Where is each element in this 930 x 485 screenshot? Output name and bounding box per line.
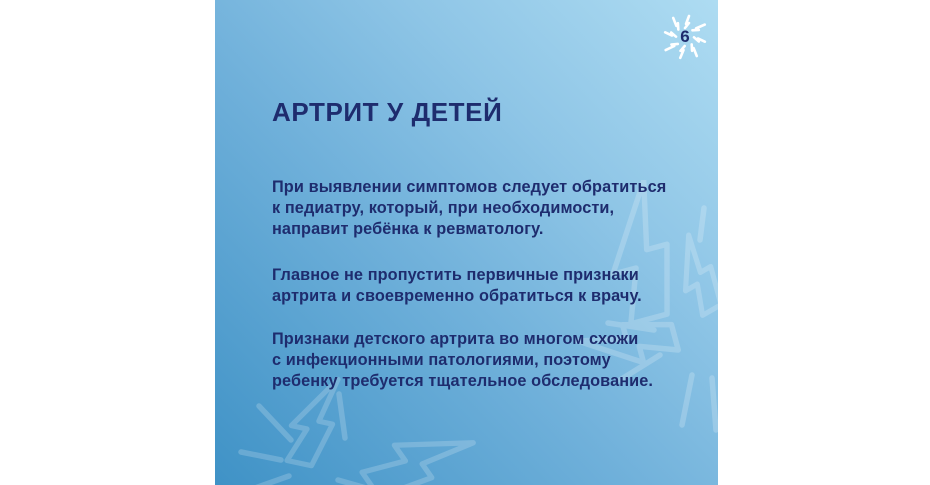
card-title: АРТРИТ У ДЕТЕЙ <box>272 97 503 127</box>
text-line: Главное не пропустить первичные признаки <box>272 266 639 284</box>
page-number: 6 <box>680 26 690 46</box>
text-line: ребенку требуется тщательное обследование. <box>272 372 654 390</box>
text-line: направит ребёнка к ревматологу. <box>272 220 544 238</box>
page-number-badge <box>652 3 718 69</box>
text-line: Признаки детского артрита во многом схожи <box>272 330 639 348</box>
text-line: к педиатру, который, при необходимости, <box>272 199 615 217</box>
card-content <box>272 98 692 392</box>
paragraph-2 <box>272 265 692 307</box>
info-card <box>215 0 718 485</box>
paragraph-1 <box>272 177 692 240</box>
text-line: артрита и своевременно обратиться к врачу. <box>272 287 642 305</box>
paragraph-3 <box>272 329 692 392</box>
text-line: с инфекционными патологиями, поэтому <box>272 351 611 369</box>
text-line: При выявлении симптомов следует обратиться <box>272 178 667 196</box>
